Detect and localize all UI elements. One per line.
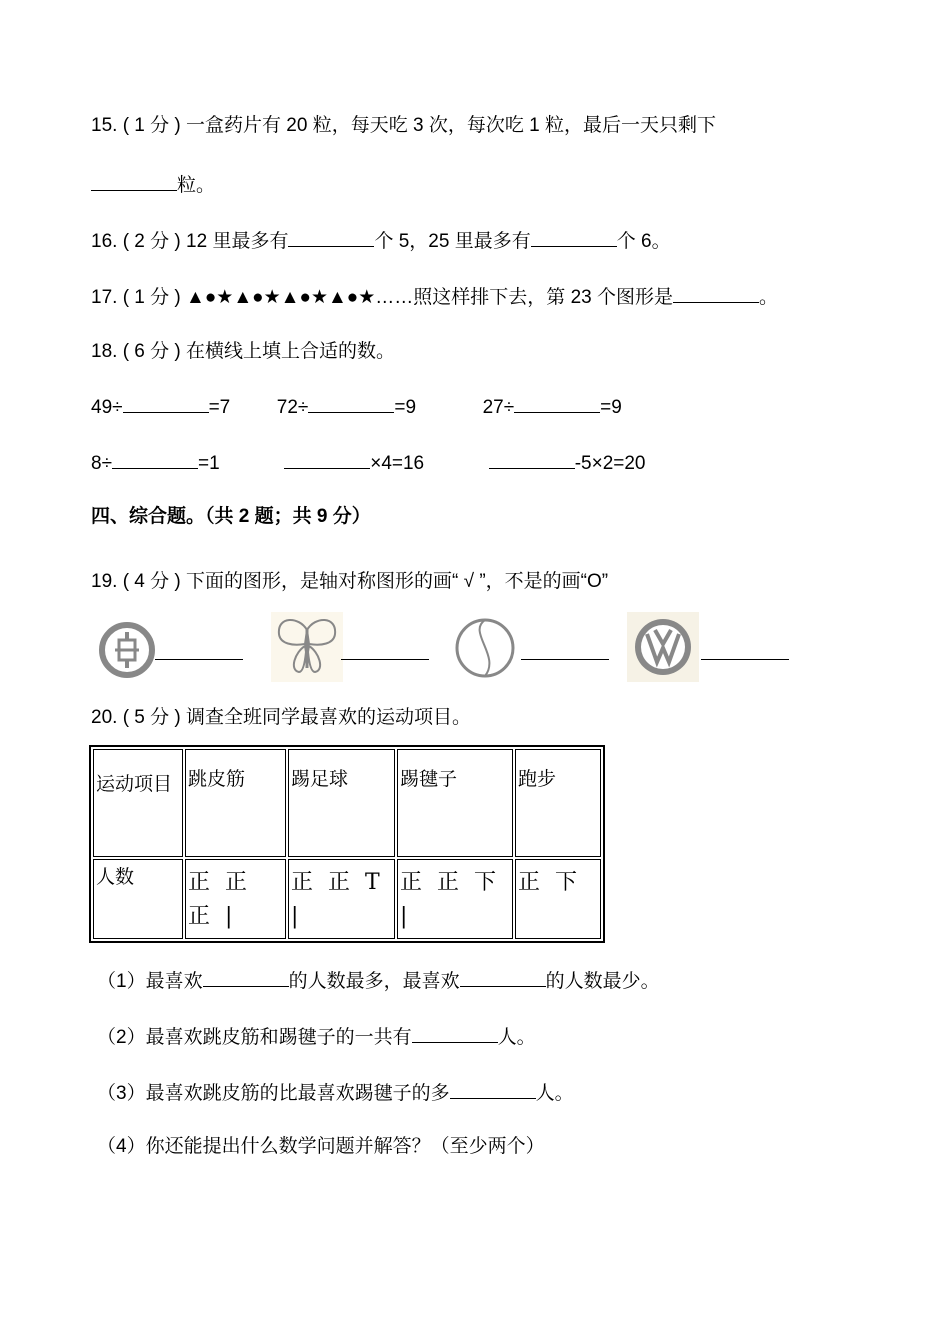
q15-line2 — [91, 172, 215, 198]
q20-sub2 — [97, 1024, 536, 1050]
table-row — [93, 749, 601, 857]
row-label: 人数 — [96, 867, 135, 888]
section4-heading: 四、综合题。（共 2 题；共 9 分） — [91, 506, 371, 527]
bank-logo-icon — [97, 612, 169, 682]
q17-line — [91, 284, 778, 310]
table-row-label — [93, 859, 183, 939]
table-header-cell: 运动项目 — [93, 749, 183, 857]
q18-eq2-blank[interactable] — [308, 394, 394, 413]
s-curve-circle-icon — [453, 612, 525, 682]
q19-blank-4[interactable] — [701, 658, 789, 660]
q18-eq4-left: 8÷ — [91, 453, 112, 474]
q18-eq2-right: =9 — [394, 397, 417, 418]
vw-logo-icon — [627, 612, 699, 682]
table-cell — [397, 859, 513, 939]
sub3-blank[interactable] — [450, 1080, 536, 1099]
q16-blank-2[interactable] — [531, 228, 617, 247]
header-label: 跳皮筋 — [188, 769, 246, 790]
q18-row1 — [91, 394, 622, 420]
header-label: 踢毽子 — [400, 769, 458, 790]
table-row — [93, 859, 601, 939]
q20-sub3 — [97, 1080, 574, 1106]
table-header-cell — [515, 749, 601, 857]
q18-eq5-right: ×4=16 — [370, 453, 425, 474]
sub3-part-b: 人。 — [535, 1083, 574, 1104]
q20-title: 20. ( 5 分 ) 调查全班同学最喜欢的运动项目。 — [91, 707, 472, 728]
q17-blank[interactable] — [673, 284, 759, 303]
tally-marks: 正 正 正 | — [188, 870, 251, 929]
q18-row2 — [91, 450, 646, 476]
q16-prefix: 16. ( 2 分 ) 12 里最多有 — [91, 231, 289, 252]
q19-blank-3[interactable] — [521, 658, 609, 660]
sub1-part-a: （1）最喜欢 — [97, 971, 203, 992]
q15-blank[interactable] — [91, 172, 177, 191]
q16-mid: 个 5，25 里最多有 — [374, 231, 531, 252]
q18-eq4-right: =1 — [198, 453, 220, 474]
sub1-part-b: 的人数最多，最喜欢 — [288, 971, 460, 992]
sub2-part-b: 人。 — [497, 1027, 536, 1048]
sub3-part-a: （3）最喜欢跳皮筋的比最喜欢踢毽子的多 — [97, 1083, 450, 1104]
sub1-blank-2[interactable] — [460, 968, 546, 987]
tally-marks: 正 下 — [518, 870, 581, 895]
q20-sub4: （4）你还能提出什么数学问题并解答？（至少两个） — [97, 1136, 545, 1157]
table-cell — [515, 859, 601, 939]
q19-blank-1[interactable] — [155, 658, 243, 660]
table-header-cell — [397, 749, 513, 857]
q16-line — [91, 228, 671, 254]
q18-eq6-right: -5×2=20 — [574, 453, 646, 474]
q15-suffix: 粒。 — [177, 175, 216, 196]
table-cell — [288, 859, 395, 939]
q18-eq5-blank[interactable] — [284, 450, 370, 469]
q17-prefix: 17. ( 1 分 ) ▲●★▲●★▲●★▲●★……照这样排下去，第 23 个图形是 — [91, 287, 673, 308]
table-header-cell — [185, 749, 286, 857]
q19-title: 19. ( 4 分 ) 下面的图形，是轴对称图形的画“ √ ”，不是的画“O” — [91, 571, 609, 592]
q17-suffix: 。 — [758, 287, 778, 308]
q18-eq6-blank[interactable] — [489, 450, 575, 469]
header-label: 跑步 — [518, 769, 557, 790]
tally-marks: 正 正 下 | — [400, 870, 500, 929]
q16-blank-1[interactable] — [288, 228, 374, 247]
q16-suffix: 个 6。 — [616, 231, 671, 252]
sub1-part-c: 的人数最少。 — [545, 971, 660, 992]
q18-eq3-right: =9 — [600, 397, 622, 418]
q20-sub1 — [97, 968, 660, 994]
sub2-part-a: （2）最喜欢跳皮筋和踢毽子的一共有 — [97, 1027, 412, 1048]
q18-eq2-left: 72÷ — [276, 397, 309, 418]
header-label: 踢足球 — [291, 769, 349, 790]
table-header-cell — [288, 749, 395, 857]
q19-figures — [97, 612, 817, 684]
sub1-blank-1[interactable] — [203, 968, 289, 987]
butterfly-icon — [271, 612, 343, 682]
survey-table — [89, 745, 605, 943]
q18-eq1-right: =7 — [208, 397, 231, 418]
q15-line1: 15. ( 1 分 ) 一盒药片有 20 粒，每天吃 3 次，每次吃 1 粒，最后一天只剩下 — [91, 115, 716, 136]
q19-blank-2[interactable] — [341, 658, 429, 660]
table-cell — [185, 859, 286, 939]
sub2-blank[interactable] — [412, 1024, 498, 1043]
q18-eq3-blank[interactable] — [514, 394, 600, 413]
q18-title: 18. ( 6 分 ) 在横线上填上合适的数。 — [91, 341, 396, 362]
q18-eq1-left: 49÷ — [91, 397, 123, 418]
q18-eq4-blank[interactable] — [112, 450, 198, 469]
q18-eq1-blank[interactable] — [123, 394, 209, 413]
tally-marks: 正 正 T | — [291, 870, 384, 929]
q18-eq3-left: 27÷ — [482, 397, 515, 418]
